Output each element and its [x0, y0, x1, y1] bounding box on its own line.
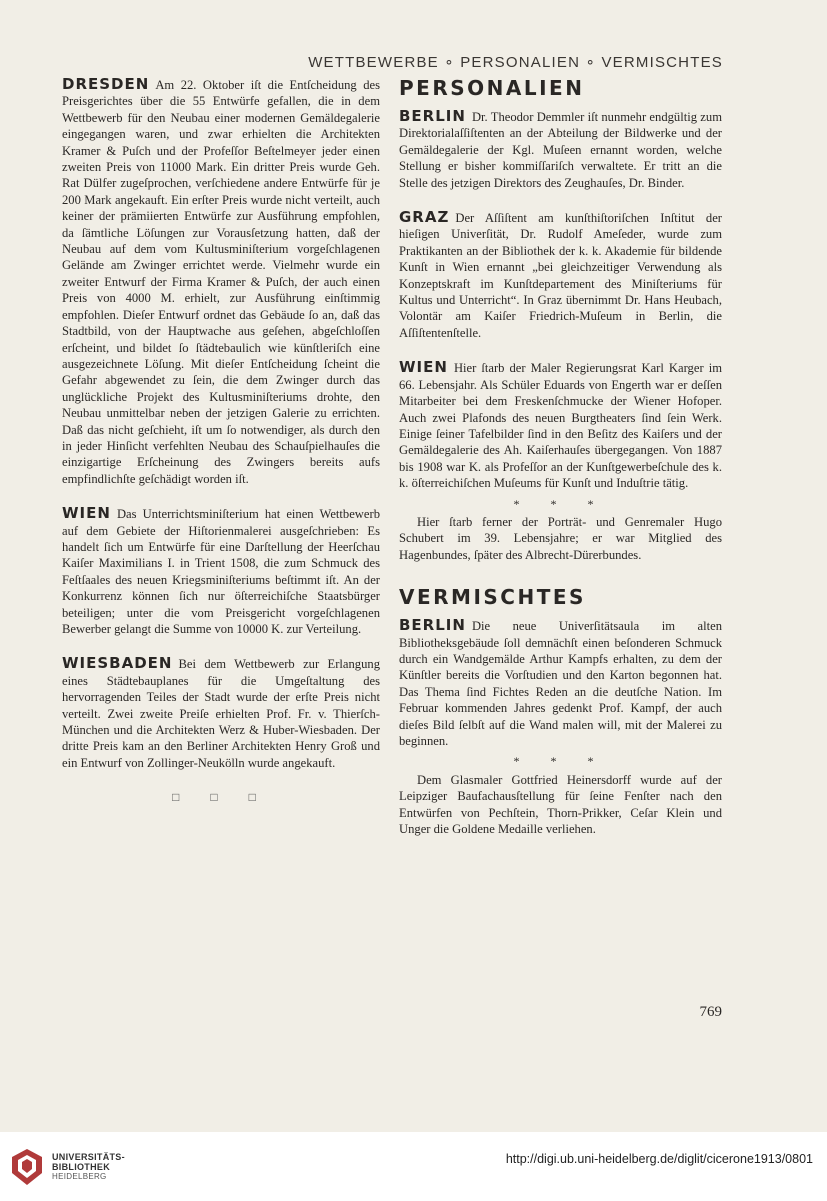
article-wiesbaden — [62, 655, 380, 771]
place-heading-berlin: BERLIN — [399, 616, 466, 635]
article-wien-competition — [62, 505, 380, 637]
running-head: WETTBEWERBE ∘ PERSONALIEN ∘ VERMISCHTES — [308, 54, 723, 71]
article-berlin-aula — [399, 617, 722, 749]
article-text: Die neue Univerſitätsaula im alten Bibliotheksgebäude ſoll demnächſt einen beſonderen Schmuck durch ein Wandgemälde Arthur Kampfs erhalten, zu dem der Künſtler bereits die Vorſtudien und den Karton begonnen hat. Das Thema ſind Fichtes Reden an die deutſche Nation. Im Februar kommenden Jahres gedenkt Prof. Kampf, der auch dieſes Bild ſelbſt auf die Wand malen will, mit der Malerei zu beginnen. — [399, 619, 722, 748]
article-heinersdorff: Dem Glasmaler Gottfried Heinersdorff wurde auf der Leipziger Baufachausſtellung für ſeine Fenſter nach den Entwürfen von Pechſtein, Thorn-Prikker, Ceſar Klein und Unger die Goldene Medaille verliehen. — [399, 772, 722, 837]
institution-name — [52, 1152, 125, 1182]
article-text: Am 22. Oktober iſt die Entſcheidung des Preisgerichtes über die 55 Entwürfe gefallen, die in dem Wettbewerb für den Neubau einer modernen Gemäldegalerie eingegangen waren, und zwar erhielten die Architekten Kramer & Puſch und der Profeſſor Beſtelmeyer jeder einen zweiten Preis von 11000 Mark. Ein dritter Preis wurde Geh. Rat Dülfer zugeſprochen, verſchiedene andere Entwürfe für je 200 Mark angekauft. Ein erſter Preis wurde nicht verteilt, auch keiner der prämiierten Entwürfe zur Ausführung empfohlen, da ſämtliche Löſungen zur Vorausſetzung hatten, daß der Neubau auf dem vom Kultusminiſterium vorgeſchlagenen Gelände am Zwinger errichtet werde. Vielmehr wurde ein zweiter Entwurf der Firma Kramer & Puſch, der auch einen Preis von 4000 M. erhielt, zur Ausführung einſtimmig empfohlen. Dieſer Entwurf ordnet das Gebäude ſo an, daß das Stadtbild, von der Hauptwache aus geſehen, abgeſchloſſen erſcheint, und bildet ſo ſtädtebaulich wie künſtleriſch eine ausgezeichnete Löſung. Mit dieſer Entſcheidung ſcheint die Gefahr abgewendet zu ſein, die dem Zwinger durch das unglückliche Projekt des Kultusminiſteriums drohte, den Neubau unmittelbar neben der jetzigen Galerie zu errichten. Daß das nicht geſchieht, iſt um ſo notwendiger, als durch den in jeder Hinſicht verfehlten Neubau des Schauſpielhauſes die einzigartige Erſcheinung des Zwingers bereits aufs empfindlichſte geſchädigt worden iſt. — [62, 78, 380, 486]
institution-line: BIBLIOTHEK — [52, 1162, 110, 1172]
article-graz — [399, 209, 722, 341]
source-url-link[interactable]: http://digi.ub.uni-heidelberg.de/diglit/cicerone1913/0801 — [505, 1152, 813, 1166]
place-heading-wien: WIEN — [399, 358, 448, 377]
place-heading-berlin: BERLIN — [399, 107, 466, 125]
article-text: Dr. Theodor Demmler iſt nunmehr endgültig zum Direktorialaſſiſtenten an der Abteilung der Bildwerke und der Gemäldegalerie der Kgl. Muſeen ernannt worden, welche Stellung er bisher kommiſſariſch verwaltete. Er tritt an die Stelle des jetzigen Direktors des Zeughauſes, Dr. Binder. — [399, 110, 722, 190]
asterism: * * * — [513, 754, 608, 769]
institution-line: HEIDELBERG — [52, 1172, 107, 1181]
place-heading-dresden: DRESDEN — [62, 75, 150, 93]
section-title-personalien: PERSONALIEN — [399, 76, 585, 100]
article-text: Das Unterrichtsminiſterium hat einen Wettbewerb auf dem Gebiete der Hiſtorienmalerei ausgeſchrieben: Es handelt ſich um Entwürfe für eine Darſtellung der Heerſchau Kaiſer Maximilians I. in Trient 1508, die zum Schmuck des Feſtſaales des neuen Kriegsminiſteriums beſtimmt iſt. An der Konkurrenz können ſich nur öſterreichiſche Staatsbürger beteiligen; unter die vom Preisgericht vorgeſchlagenen Bewerber gelangt die Summe von 10000 K. zur Verteilung. — [62, 507, 380, 636]
right-column — [399, 76, 722, 851]
article-dresden — [62, 76, 380, 487]
institution-line: UNIVERSITÄTS- — [52, 1152, 125, 1162]
left-column — [62, 76, 380, 806]
asterism: * * * — [513, 496, 608, 511]
place-heading-graz: GRAZ — [399, 208, 450, 227]
section-title-vermischtes: VERMISCHTES — [399, 585, 586, 610]
article-wien-schubert: Hier ſtarb ferner der Porträt- und Genremaler Hugo Schubert im 39. Lebensjahre; er war Mitglied des Hagenbundes, ſpäter des Albrecht-Dürerbundes. — [399, 514, 722, 562]
page-number: 769 — [699, 1004, 722, 1020]
place-heading-wien: WIEN — [62, 504, 111, 523]
article-wien-karger — [399, 359, 722, 491]
place-heading-wiesbaden: WIESBADEN — [62, 654, 173, 673]
article-text: Bei dem Wettbewerb zur Erlangung eines Städtebauplanes für die Umgeſtaltung des hervorragenden Teiles der Stadt wurde der erſte Preis nicht verteilt. Zwei zweite Preiſe erhielten Prof. Fr. v. Thierſch-München und die Architekten Werz & Huber-Wiesbaden. Der dritte Preis kam an den Berliner Architekten Henry Groß und ein Entwurf von Zollinger-Neukölln wurde angekauft. — [62, 657, 380, 770]
article-berlin-demmler — [399, 108, 722, 191]
section-separator: □ □ □ — [172, 790, 270, 805]
library-seal-icon — [10, 1147, 44, 1187]
article-text: Hier ſtarb der Maler Regierungsrat Karl Karger im 66. Lebensjahr. Als Schüler Eduards von Engerth war er deſſen Mitarbeiter bei dem Freskenſchmucke der Wiener Hofoper. Auch zwei Plafonds des neuen Burgtheaters ſind ſein Werk. Einige ſeiner Tafelbilder ſind in den Beſitz des Kaiſers und der Gemäldegalerie des Ah. Kaiſerhauſes übergegangen. Von 1887 bis 1908 war K. als Profeſſor an der Kunſtgewerbeſchule des k. k. öſterreichiſchen Muſeums für Kunſt und Induſtrie tätig. — [399, 361, 722, 491]
article-text: Der Aſſiſtent am kunſthiſtoriſchen Inſtitut der hieſigen Univerſität, Dr. Rudolf Ameſeder, wurde zum Praktikanten an der Bibliothek der k. k. Akademie für bildende Kunſt in Wien ernannt „bei gleichzeitiger Verwendung als Konzeptskraft im Kunſtdepartement des Miniſteriums für Kultus und Unterricht“. In Graz übernimmt Dr. Hans Heubach, Volontär am Kaiſer Friedrich-Muſeum in Berlin, die Aſſiſtentenſtelle. — [399, 211, 722, 340]
